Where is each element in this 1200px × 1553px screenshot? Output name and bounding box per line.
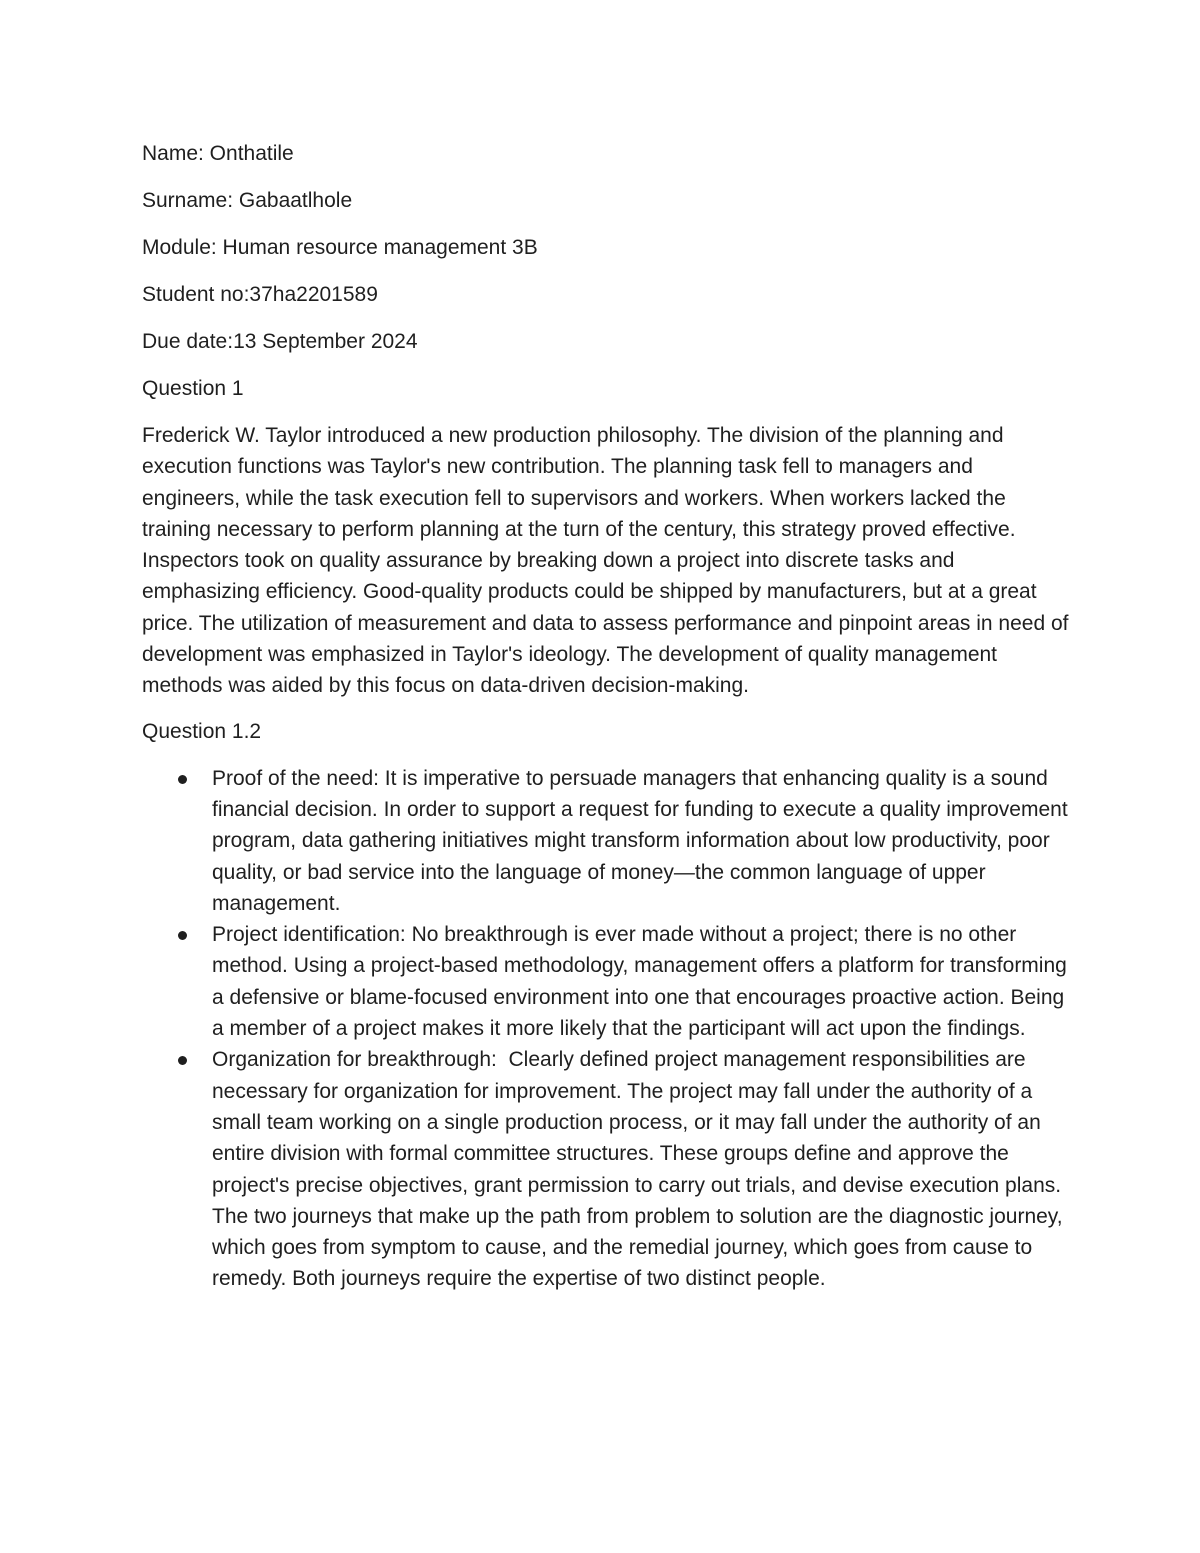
bullet-icon (178, 775, 187, 784)
bullet-icon (178, 931, 187, 940)
surname-line: Surname: Gabaatlhole (142, 189, 353, 212)
student-number-line: Student no:37ha2201589 (142, 283, 378, 306)
list-item (142, 763, 1072, 919)
bullet-icon (178, 1056, 187, 1065)
question-1-2-list (142, 763, 1072, 1295)
list-item-text: Proof of the need: It is imperative to persuade managers that enhancing quality is a sound financial decision. In order to support a request for funding to execute a quality improvement program, data gathering initiatives might transform information about low productivity, poor quality, or bad service into the language of money—the common language of upper management. (212, 766, 1074, 915)
name-line: Name: Onthatile (142, 142, 294, 165)
list-item (142, 919, 1072, 1044)
question-1-body: Frederick W. Taylor introduced a new production philosophy. The division of the planning and execution functions was Taylor's new contribution. The planning task fell to managers and engineers, while the task execution fell to supervisors and workers. When workers lacked the training necessary to perform planning at the turn of the century, this strategy proved effective. Inspectors took on quality assurance by breaking down a project into discrete tasks and emphasizing efficiency. Good-quality products could be shipped by manufacturers, but at a great price. The utilization of measurement and data to assess performance and pinpoint areas in need of development was emphasized in Taylor's ideology. The development of quality management methods was aided by this focus on data-driven decision-making. (142, 424, 1069, 698)
due-date-line: Due date:13 September 2024 (142, 330, 418, 353)
module-line: Module: Human resource management 3B (142, 236, 538, 259)
list-item (142, 1044, 1072, 1294)
list-item-text: Organization for breakthrough: Clearly defined project management responsibilities are necessary for organization for improvement. The project may fall under the authority of a small team working on a single production process, or it may fall under the authority of an entire division with formal committee structures. These groups define and approve the project's precise objectives, grant permission to carry out trials, and devise execution plans. The two journeys that make up the path from problem to solution are the diagnostic journey, which goes from symptom to cause, and the remedial journey, which goes from cause to remedy. Both journeys require the expertise of two distinct people. (212, 1048, 1069, 1291)
question-1-heading: Question 1 (142, 377, 244, 400)
list-item-text: Project identification: No breakthrough is ever made without a project; there is no other method. Using a project-based methodology, management offers a platform for transforming a defensive or blame-focused environment into one that encourages proactive action. Being a member of a project makes it more likely that the participant will act upon the findings. (212, 923, 1073, 1041)
question-1-2-heading: Question 1.2 (142, 719, 262, 743)
document-page (142, 138, 1072, 1295)
